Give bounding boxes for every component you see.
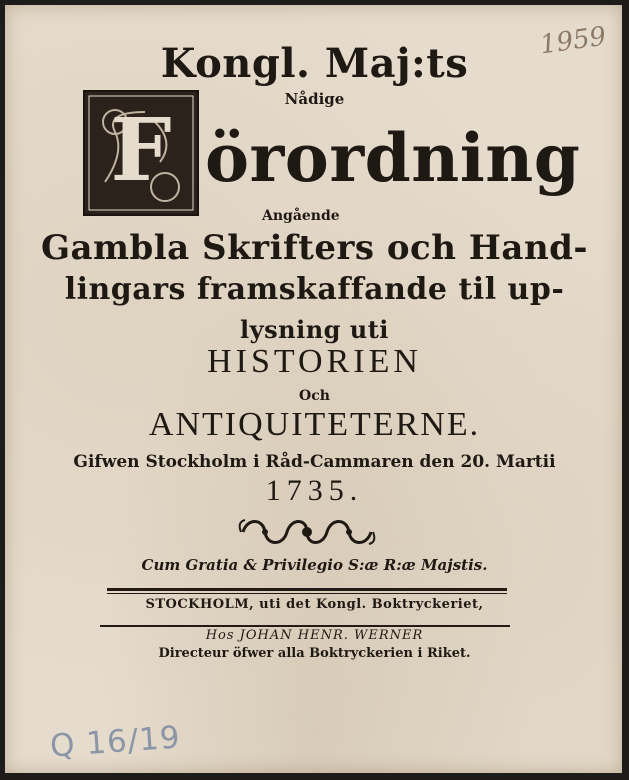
historien-title: HISTORIEN xyxy=(207,343,422,380)
body-line-2: lingars framskaffande til up- xyxy=(64,272,565,307)
handwritten-number: 1959 xyxy=(538,21,608,61)
top-rule-thin xyxy=(107,593,507,594)
decorated-initial xyxy=(83,90,199,216)
main-title: örordning xyxy=(205,119,581,197)
initial-letter: F xyxy=(110,100,172,201)
subheading: Nådige xyxy=(284,90,345,108)
body-line-3: lysning uti xyxy=(240,315,389,344)
floral-initial-icon xyxy=(85,92,197,214)
handwritten-shelfmark: Q 16/19 xyxy=(48,719,182,765)
top-rule xyxy=(107,588,507,591)
given-line: Gifwen Stockholm i Råd-Cammaren den 20. Martii xyxy=(73,452,556,472)
antiquiteterne-title: ANTIQUITETERNE. xyxy=(148,406,481,443)
about-label: Angående xyxy=(262,208,340,224)
ornament-icon xyxy=(237,512,377,552)
body-line-1: Gambla Skrifters och Hand- xyxy=(40,228,589,268)
printer-line-1: Hos JOHAN HENR. WERNER xyxy=(205,628,424,643)
year: 1735. xyxy=(265,474,364,507)
bottom-rule xyxy=(100,625,510,627)
privilege-line: Cum Gratia & Privilegio S:æ R:æ Majstis. xyxy=(141,556,488,574)
och-label: Och xyxy=(299,388,330,404)
printer-line-2: Directeur öfwer alla Boktryckerien i Riket. xyxy=(158,646,471,661)
heading: Kongl. Maj:ts xyxy=(160,40,469,87)
imprint-line: STOCKHOLM, uti det Kongl. Boktryckeriet, xyxy=(145,597,484,612)
